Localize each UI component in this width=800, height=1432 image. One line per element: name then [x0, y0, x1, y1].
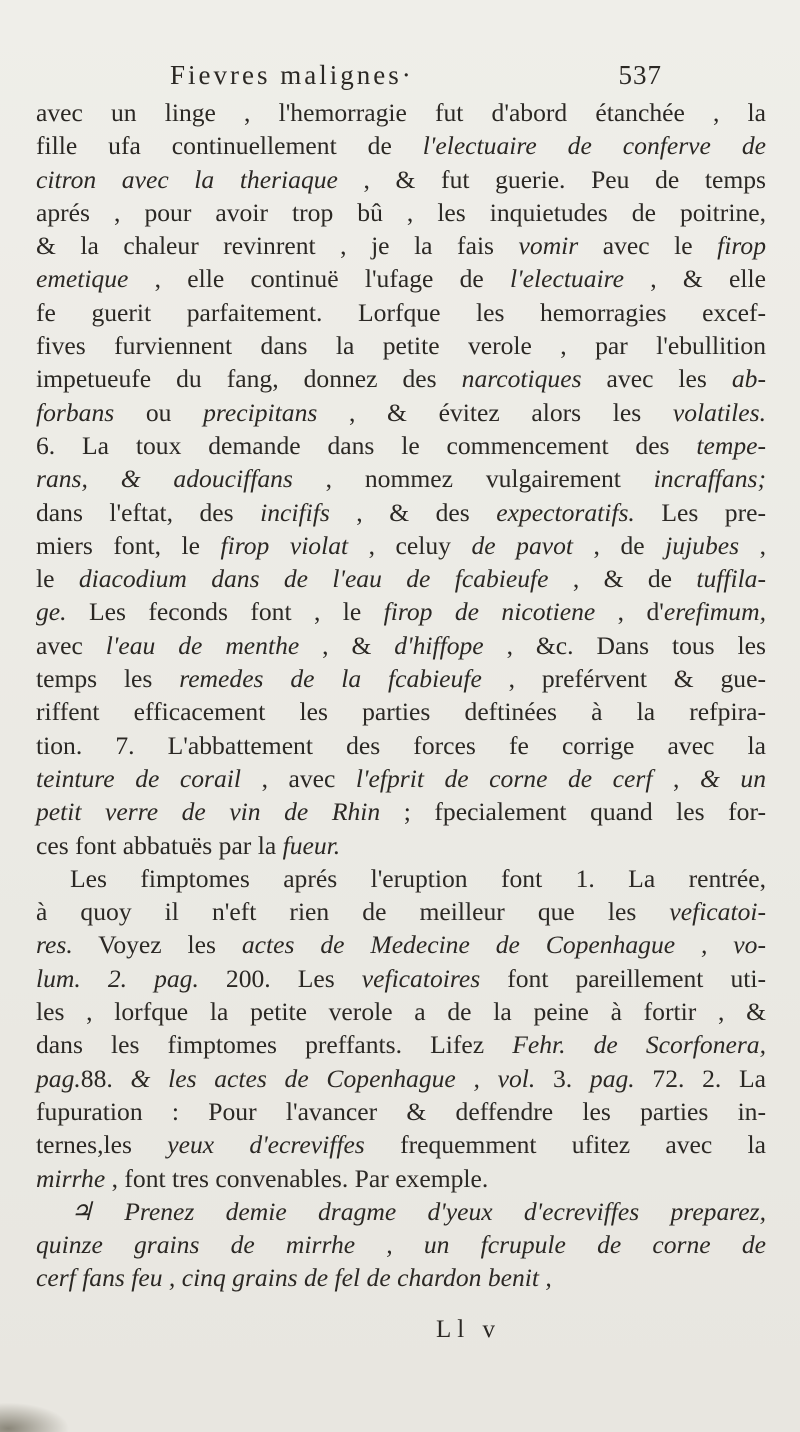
- italic-run: veficatoires: [361, 963, 481, 993]
- italic-run: res.: [36, 930, 73, 960]
- italic-run: ♃ Prenez demie dragme d'yeux d'ecreviffes preparez,: [70, 1196, 766, 1226]
- italic-run: ge.: [36, 597, 67, 627]
- italic-run: yeux d'ecreviffes: [167, 1130, 365, 1160]
- text-line: [36, 629, 766, 662]
- text-line: [36, 429, 766, 462]
- text-run: 6. La toux demande dans le commencement des: [36, 430, 697, 460]
- text-run: , celuy: [348, 530, 472, 560]
- text-run: , &: [299, 630, 395, 660]
- text-line: [36, 595, 766, 628]
- italic-run: & un: [699, 763, 766, 793]
- italic-run: emetique: [36, 264, 129, 294]
- italic-run: volatiles.: [672, 397, 766, 427]
- text-line: [36, 762, 766, 795]
- text-run: 3.: [535, 1063, 590, 1093]
- text-run: ces font abbatuës par la: [36, 830, 283, 860]
- text-run: , & des: [329, 497, 497, 527]
- text-run: frequemment ufitez avec la: [364, 1130, 766, 1160]
- text-line: [36, 928, 766, 961]
- text-line: [36, 196, 766, 229]
- italic-run: ab-: [731, 364, 766, 394]
- text-run: impetueufe du fang, donnez des: [36, 364, 462, 394]
- italic-run: pag.: [36, 1063, 81, 1093]
- text-run: le: [36, 564, 79, 594]
- text-line: [36, 163, 766, 196]
- text-line: [36, 1062, 766, 1095]
- text-line: [36, 729, 766, 762]
- italic-run: citron avec la theriaque: [36, 164, 338, 194]
- text-run: temps les: [36, 664, 180, 694]
- text-run: font pareillement uti-: [480, 963, 766, 993]
- text-line: [36, 496, 766, 529]
- text-run: , elle continuë l'ufage de: [128, 264, 511, 294]
- text-run: , preférvent & gue-: [481, 664, 766, 694]
- italic-run: de pavot: [471, 530, 574, 560]
- text-line: [36, 562, 766, 595]
- text-run: , &c. Dans tous les: [483, 630, 766, 660]
- text-run: , & évitez alors les: [317, 397, 673, 427]
- text-run: aprés , pour avoir trop bû , les inquietudes de poitrine,: [36, 197, 766, 227]
- text-line: [36, 129, 766, 162]
- text-run: ,: [652, 763, 700, 793]
- text-line: [36, 1028, 766, 1061]
- text-run: , & fut guerie. Peu de temps: [337, 164, 766, 194]
- running-title: Fievres malignes·: [170, 60, 414, 90]
- italic-run: tempe-: [696, 430, 766, 460]
- page-number: 537: [618, 60, 662, 90]
- text-run: fupuration : Pour l'avancer & deffendre les parties in-: [36, 1096, 766, 1126]
- italic-run: l'electuaire de conferve de: [422, 131, 767, 161]
- italic-run: lum. 2. pag.: [36, 963, 199, 993]
- italic-run: remedes de la fcabieufe: [179, 664, 482, 694]
- text-run: , & de: [548, 564, 697, 594]
- text-line: [36, 96, 766, 129]
- text-line: [36, 895, 766, 928]
- page-smudge: [0, 1398, 80, 1432]
- text-line: [36, 795, 766, 828]
- italic-run: d'hiffope: [394, 630, 484, 660]
- text-line: [36, 1162, 766, 1195]
- italic-run: l'efprit de corne de cerf: [355, 763, 653, 793]
- text-line: [36, 296, 766, 329]
- text-run: , avec: [241, 763, 356, 793]
- italic-run: firop de nicotiene: [383, 597, 596, 627]
- text-run: 88.: [80, 1063, 131, 1093]
- italic-run: Fehr. de Scorfonera,: [512, 1030, 767, 1060]
- italic-run: & les actes de Copenhague , vol.: [130, 1063, 536, 1093]
- text-line: [36, 995, 766, 1028]
- italic-run: fueur.: [282, 830, 341, 860]
- text-run: ternes,les: [36, 1130, 168, 1160]
- italic-run: firop: [717, 231, 766, 261]
- italic-run: diacodium dans de l'eau de fcabieufe: [78, 564, 549, 594]
- text-run: fille ufa continuellement de: [36, 131, 423, 161]
- text-run: avec: [36, 630, 106, 660]
- text-run: & la chaleur revinrent , je la fais: [36, 231, 519, 261]
- text-run: Les feconds font , le: [66, 597, 384, 627]
- text-line: [36, 862, 766, 895]
- text-line: [36, 396, 766, 429]
- italic-run: jujubes: [665, 530, 740, 560]
- text-line: [36, 962, 766, 995]
- text-run: , d': [595, 597, 664, 627]
- text-run: ; fpecialement quand les for-: [380, 797, 767, 827]
- italic-run: incraffans;: [653, 464, 766, 494]
- text-run: fe guerit parfaitement. Lorfque les hemorragies excef-: [36, 297, 766, 327]
- italic-run: teinture de corail: [36, 763, 242, 793]
- italic-run: mirrhe: [36, 1163, 106, 1193]
- text-run: dans les fimptomes preffants. Lifez: [36, 1030, 513, 1060]
- italic-run: incififs: [260, 497, 330, 527]
- text-line: [36, 362, 766, 395]
- text-run: Les fimptomes aprés l'eruption font 1. La rentrée,: [70, 863, 766, 893]
- text-run: , de: [573, 530, 666, 560]
- text-line: [36, 329, 766, 362]
- italic-run: actes de Medecine de Copenhague , vo-: [241, 930, 766, 960]
- text-line: [36, 1128, 766, 1161]
- italic-run: firop violat: [220, 530, 349, 560]
- text-run: miers font, le: [36, 530, 221, 560]
- text-line: [36, 695, 766, 728]
- text-run: 200. Les: [198, 963, 362, 993]
- text-line: [36, 262, 766, 295]
- text-run: , & elle: [624, 264, 766, 294]
- italic-run: vomir: [518, 231, 579, 261]
- text-run: tion. 7. L'abbattement des forces fe corrige avec la: [36, 730, 766, 760]
- italic-run: narcotiques: [461, 364, 582, 394]
- text-run: Les pre-: [634, 497, 766, 527]
- italic-run: veficatoi-: [669, 897, 766, 927]
- italic-run: petit verre de vin de Rhin: [36, 797, 381, 827]
- text-run: les , lorfque la petite verole a de la peine à fortir , &: [36, 997, 766, 1027]
- italic-run: forbans: [36, 397, 115, 427]
- text-run: avec le: [578, 231, 718, 261]
- italic-run: tuffila-: [696, 564, 766, 594]
- italic-run: pag.: [589, 1063, 635, 1093]
- text-line: [36, 229, 766, 262]
- italic-run: precipitans: [203, 397, 318, 427]
- italic-run: rans, & adouciffans: [36, 464, 293, 494]
- text-run: ou: [114, 397, 204, 427]
- running-header: [132, 60, 662, 96]
- text-line: [36, 1095, 766, 1128]
- text-line: [36, 1195, 766, 1228]
- text-run: , nommez vulgairement: [292, 464, 654, 494]
- italic-run: l'eau de menthe: [105, 630, 300, 660]
- text-run: fives furviennent dans la petite verole , par l'ebullition: [36, 331, 766, 361]
- text-run: dans l'eftat, des: [36, 497, 261, 527]
- italic-run: quinze grains de mirrhe , un fcrupule de corne de: [36, 1230, 766, 1260]
- italic-run: cerf fans feu , cinq grains de fel de chardon benit ,: [36, 1263, 552, 1293]
- text-run: à quoy il n'eft rien de meilleur que les: [36, 897, 670, 927]
- text-run: Voyez les: [72, 930, 242, 960]
- text-run: avec un linge , l'hemorragie fut d'abord étanchée , la: [36, 98, 766, 127]
- text-run: 72. 2. La: [634, 1063, 766, 1093]
- text-run: avec les: [581, 364, 732, 394]
- text-run: ,: [739, 530, 766, 560]
- text-line: [36, 529, 766, 562]
- text-line: [36, 829, 766, 862]
- text-line: [36, 462, 766, 495]
- italic-run: l'electuaire: [510, 264, 625, 294]
- body-text: [36, 96, 766, 1295]
- italic-run: erefimum,: [663, 597, 766, 627]
- text-line: [36, 1261, 766, 1294]
- text-line: [36, 1228, 766, 1261]
- italic-run: expectoratifs.: [496, 497, 635, 527]
- text-run: riffent efficacement les parties deftinées à la refpira-: [36, 697, 766, 727]
- signature-mark: Ll v: [436, 1316, 501, 1343]
- text-line: [36, 662, 766, 695]
- text-run: , font tres convenables. Par exemple.: [105, 1163, 489, 1193]
